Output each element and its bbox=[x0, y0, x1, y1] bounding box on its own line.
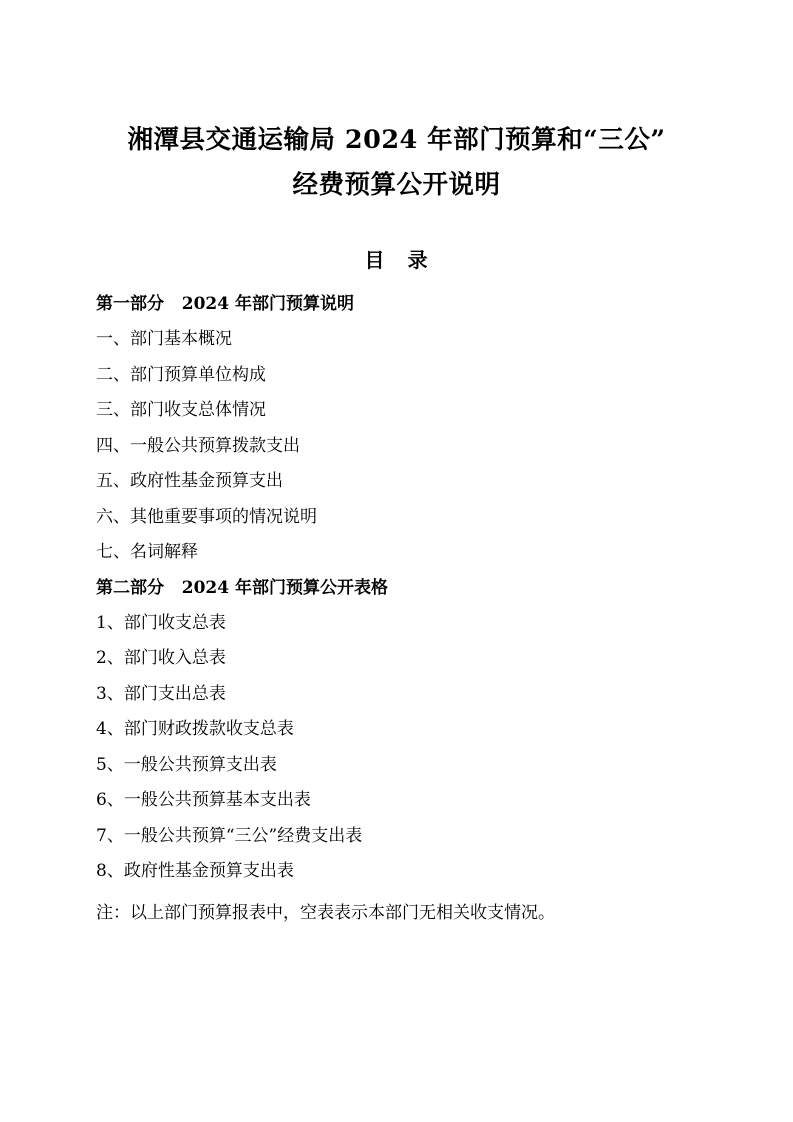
footnote: 注：以上部门预算报表中，空表表示本部门无相关收支情况。 bbox=[96, 902, 555, 923]
list-item: 1、部门收支总表 bbox=[96, 612, 226, 633]
page-title-line-1: 湘潭县交通运输局 2024 年部门预算和“三公” bbox=[127, 125, 666, 155]
part-two-heading: 第二部分 2024 年部门预算公开表格 bbox=[96, 577, 388, 598]
list-item: 三、部门收支总体情况 bbox=[96, 400, 266, 420]
list-item: 二、部门预算单位构成 bbox=[96, 364, 266, 385]
page-title-line-2: 经费预算公开说明 bbox=[292, 170, 501, 200]
list-item: 五、政府性基金预算支出 bbox=[96, 471, 283, 491]
list-item: 8、政府性基金预算支出表 bbox=[96, 861, 294, 881]
list-item: 2、部门收入总表 bbox=[96, 648, 226, 668]
toc-heading-char-2: 录 bbox=[407, 248, 429, 272]
list-item: 4、部门财政拨款收支总表 bbox=[96, 719, 294, 739]
part-one-heading: 第一部分 2024 年部门预算说明 bbox=[96, 294, 354, 314]
list-item: 七、名词解释 bbox=[96, 542, 198, 562]
list-item: 5、一般公共预算支出表 bbox=[96, 754, 277, 775]
list-item: 7、一般公共预算“三公”经费支出表 bbox=[96, 825, 363, 846]
list-item: 6、一般公共预算基本支出表 bbox=[96, 790, 311, 810]
list-item: 3、部门支出总表 bbox=[96, 683, 226, 704]
list-item: 四、一般公共预算拨款支出 bbox=[96, 435, 300, 456]
list-item: 六、其他重要事项的情况说明 bbox=[96, 506, 317, 527]
page-title bbox=[96, 118, 697, 208]
table-of-contents-heading bbox=[96, 244, 697, 273]
toc-heading-char-1: 目 bbox=[364, 248, 386, 272]
list-item: 一、部门基本概况 bbox=[96, 329, 232, 349]
